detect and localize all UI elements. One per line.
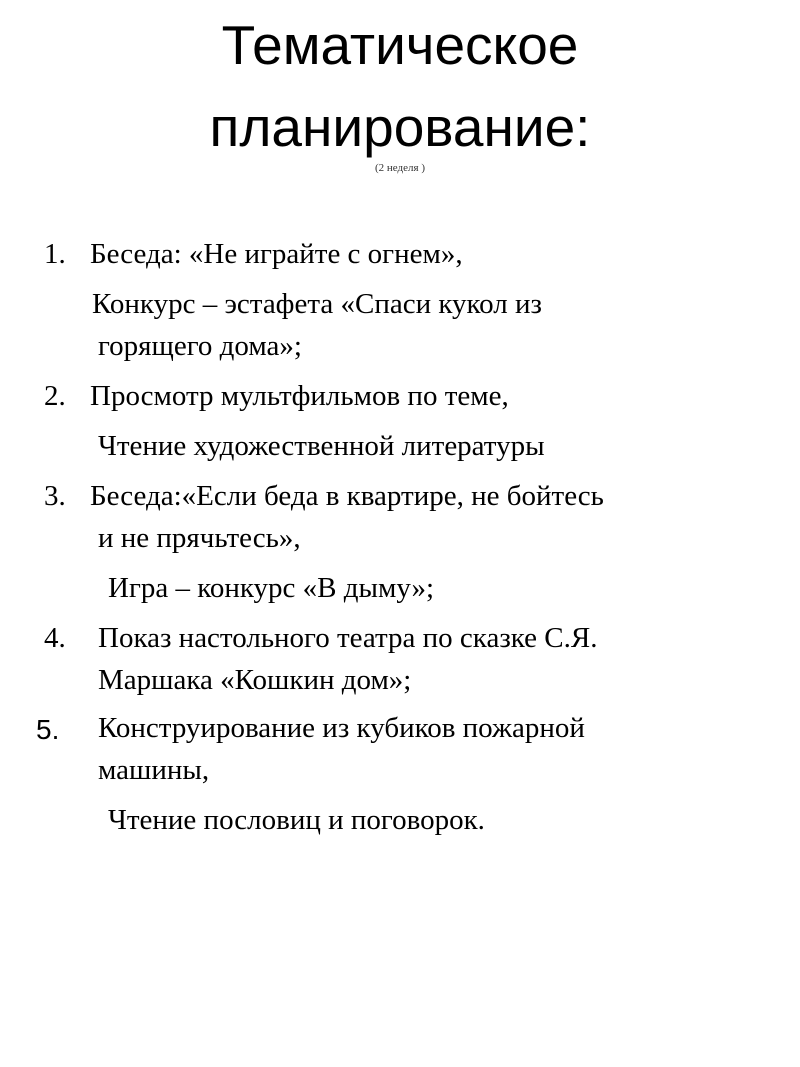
item-line: Беседа:«Если беда в квартире, не бойтесь [90,480,604,512]
item-line: и не прячьтесь», [98,522,301,554]
item-line: горящего дома»; [98,330,302,362]
item-line: Конкурс – эстафета «Спаси кукол из [92,288,542,320]
item-line: Просмотр мультфильмов по теме, [90,380,509,412]
item-line: Маршака «Кошкин дом»; [98,664,412,696]
item-line: Чтение художественной литературы [98,430,545,462]
slide-title-line-1: Тематическое [221,14,579,76]
item-number: 5. [36,714,60,745]
item-line: Игра – конкурс «В дыму»; [108,572,435,604]
item-number: 2. [44,380,66,412]
item-line: Показ настольного театра по сказке С.Я. [98,622,598,654]
item-number: 4. [44,622,66,654]
item-line: машины, [98,754,210,786]
slide-title-line-2: планирование: [209,96,591,158]
item-line: Чтение пословиц и поговорок. [108,804,485,836]
item-number: 1. [44,238,66,270]
item-number: 3. [44,480,66,512]
item-line: Беседа: «Не играйте с огнем», [90,238,463,270]
item-line: Конструирование из кубиков пожарной [98,712,585,744]
slide-subtitle: (2 неделя ) [375,162,425,174]
